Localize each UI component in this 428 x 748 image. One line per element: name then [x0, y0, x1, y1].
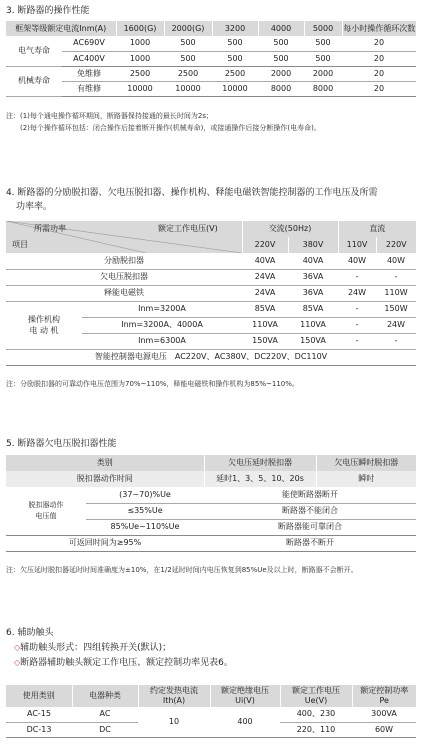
header-instant: 欠电压瞬时脱扣器: [316, 455, 416, 471]
cell: -: [376, 269, 416, 285]
volt-110dc: 110V: [338, 237, 376, 253]
kind: AC: [72, 707, 138, 722]
bullet1-text: 辅助触头形式：四组转换开关(默认)；: [20, 643, 172, 653]
h-pe-l1: 额定控制功率: [360, 686, 409, 696]
section4-title-line2: 功率率。: [16, 202, 53, 212]
header-1600: 1600(G): [116, 21, 164, 36]
pe: 60W: [352, 722, 416, 737]
section4-note: 注：分励脱扣器的可靠动作电压范围为70%~110%，释能电磁铁和操作机构为85%~110%。: [6, 380, 299, 388]
cell: 500: [164, 51, 212, 66]
h-kind: 电器种类: [72, 685, 138, 707]
diagonal-header: [6, 221, 242, 253]
cell: 24VA: [242, 269, 288, 285]
cell: 150VA: [288, 333, 338, 349]
row-sub: 有维修: [62, 81, 116, 96]
cell: 36VA: [288, 269, 338, 285]
h-ith: [138, 685, 210, 707]
ue: 400、230: [280, 707, 352, 722]
section6-title: 6. 辅助触头: [6, 628, 54, 638]
cell: 24VA: [242, 285, 288, 301]
range: ≤35%Ue: [86, 503, 204, 519]
diamond-icon: ◇: [14, 658, 21, 667]
cell: 20: [342, 66, 416, 81]
cell: 20: [342, 36, 416, 51]
bullet-contact-rating: [14, 655, 233, 668]
row-sub: AC690V: [62, 36, 116, 51]
voltage-side-label: [6, 487, 86, 535]
operation-performance-table: [6, 21, 416, 97]
range: 85%Ue~110%Ue: [86, 519, 204, 535]
h-ui-l2: Ui(V): [235, 696, 255, 705]
cell: 10000: [212, 81, 258, 96]
cell: 10000: [116, 81, 164, 96]
mech-motor-label: [6, 301, 82, 349]
cell: 40W: [338, 253, 376, 269]
kind: DC: [72, 722, 138, 737]
diag-bottom-label: 项目: [12, 240, 28, 249]
cell: -: [338, 301, 376, 317]
h-ith-l1: 约定发热电流: [150, 686, 198, 696]
h-ue-l2: Ue(V): [304, 696, 328, 705]
controller-voltage-row: 智能控制器电源电压 AC220V、AC380V、DC220V、DC110V: [6, 349, 416, 365]
return-time: 可返回时间为≥95%: [6, 535, 204, 551]
cell: -: [338, 269, 376, 285]
section3-title: 3. 断路器的操作性能: [6, 6, 90, 16]
ith-value: 10: [138, 707, 210, 737]
h-pe-l2: Pe: [379, 696, 389, 705]
cell: 2500: [164, 66, 212, 81]
item: 欠电压脱扣器: [6, 269, 242, 285]
cell: 20: [342, 51, 416, 66]
pe: 300VA: [352, 707, 416, 722]
delay-times: 延时1、3、5、10、20s: [204, 471, 316, 487]
side-line2: 电压值: [35, 511, 57, 520]
volt-220ac: 220V: [242, 237, 288, 253]
item: 释能电磁铁: [6, 285, 242, 301]
mech-label-line2: 电 动 机: [29, 326, 59, 335]
cell: 2000: [304, 66, 342, 81]
h-ue-l1: 额定工作电压: [292, 686, 340, 696]
item: Inm=3200A、4000A: [82, 317, 242, 333]
cell: 500: [212, 36, 258, 51]
return-result: 断路器不断开: [204, 535, 416, 551]
h-ith-l2: Ith(A): [162, 696, 186, 705]
cell: 500: [164, 36, 212, 51]
row-sub: 免维修: [62, 66, 116, 81]
dc-label: 直流: [338, 221, 416, 237]
result: 能使断路器断开: [204, 487, 416, 503]
h-ui-l1: 额定绝缘电压: [221, 686, 269, 696]
row-sub: AC400V: [62, 51, 116, 66]
item: 分励脱扣器: [6, 253, 242, 269]
header-frame-rating: 框架等级额定电流Inm(A): [15, 23, 107, 33]
mech-life-label: 机械寿命: [6, 66, 62, 96]
cat: AC-15: [6, 707, 72, 722]
cell: 1000: [116, 51, 164, 66]
section3-note1: 注：(1)每个通电操作循环期间，断路器保持接通的最长时间为2s；: [6, 112, 214, 120]
header-3200: 3200: [212, 21, 258, 36]
item: Inm=3200A: [82, 301, 242, 317]
ue: 220、110: [280, 722, 352, 737]
aux-contact-table: [6, 685, 416, 738]
header-4000: 4000: [258, 21, 304, 36]
cell: 150W: [376, 301, 416, 317]
ui-value: 400: [210, 707, 280, 737]
cell: 150VA: [242, 333, 288, 349]
cell: 2500: [212, 66, 258, 81]
diag-top-label: 所需功率: [34, 224, 66, 233]
cell: 2500: [116, 66, 164, 81]
range: (37~70)%Ue: [86, 487, 204, 503]
cell: -: [338, 333, 376, 349]
volt-380ac: 380V: [288, 237, 338, 253]
cell: 8000: [304, 81, 342, 96]
volt-220dc: 220V: [376, 237, 416, 253]
diag-mid-label: 额定工作电压(V): [158, 224, 218, 233]
cell: 24W: [338, 285, 376, 301]
cell: 500: [212, 51, 258, 66]
section3-note2: (2)每个操作循环包括：闭合操作后接着断开操作(机械寿命)，或接通操作后接分断操作(电寿命)。: [20, 124, 321, 132]
header-delay: 欠电压延时脱扣器: [204, 455, 316, 471]
cell: 40VA: [288, 253, 338, 269]
item: Inm=6300A: [82, 333, 242, 349]
cell: 500: [258, 51, 304, 66]
cell: 110W: [376, 285, 416, 301]
header-2000: 2000(G): [164, 21, 212, 36]
cell: 110VA: [242, 317, 288, 333]
cell: 24W: [376, 317, 416, 333]
bullet2-text: 断路器辅助触头额定工作电压、额定控制功率见表6。: [20, 658, 233, 668]
elec-life-label: 电气寿命: [6, 36, 62, 66]
header-5000: 5000: [304, 21, 342, 36]
result: 断路器能可靠闭合: [204, 519, 416, 535]
row-action-time: 脱扣器动作时间: [76, 474, 133, 483]
cell: -: [376, 333, 416, 349]
header-category: 类别: [96, 458, 113, 467]
h-ue: [280, 685, 352, 707]
diamond-icon: ◇: [14, 643, 21, 652]
cell: -: [338, 317, 376, 333]
header-cycles: 每小时操作循环次数: [342, 21, 416, 36]
cell: 8000: [258, 81, 304, 96]
cell: 500: [304, 36, 342, 51]
side-line1: 脱扣器动作: [28, 500, 64, 509]
cell: 20: [342, 81, 416, 96]
cell: 40VA: [242, 253, 288, 269]
section5-note: 注：欠压延时脱扣器延时时间准确度为±10%，在1/2延时时间内电压恢复到85%Ue及以上时，断路器不会断开。: [6, 566, 358, 574]
h-pe: [352, 685, 416, 707]
cell: 36VA: [288, 285, 338, 301]
cat: DC-13: [6, 722, 72, 737]
bullet-contact-form: [14, 640, 171, 653]
cell: 500: [258, 36, 304, 51]
cell: 85VA: [242, 301, 288, 317]
ac-label: 交流(50Hz): [242, 221, 338, 237]
h-usage: 使用类别: [22, 691, 55, 700]
cell: 500: [304, 51, 342, 66]
h-ui: [210, 685, 280, 707]
mech-label-line1: 操作机构: [28, 314, 60, 324]
cell: 110VA: [288, 317, 338, 333]
voltage-power-table: [6, 221, 416, 366]
cell: 40W: [376, 253, 416, 269]
section5-title: 5. 断路器欠电压脱扣器性能: [6, 439, 117, 449]
instant-time: 瞬时: [316, 471, 416, 487]
cell: 85VA: [288, 301, 338, 317]
result: 断路器不能闭合: [204, 503, 416, 519]
undervoltage-table: [6, 455, 416, 552]
cell: 1000: [116, 36, 164, 51]
cell: 2000: [258, 66, 304, 81]
section4-title-line1: 4. 断路器的分励脱扣器、欠电压脱扣器、操作机构、释能电磁铁智能控制器的工作电压及所需: [6, 188, 378, 198]
cell: 10000: [164, 81, 212, 96]
